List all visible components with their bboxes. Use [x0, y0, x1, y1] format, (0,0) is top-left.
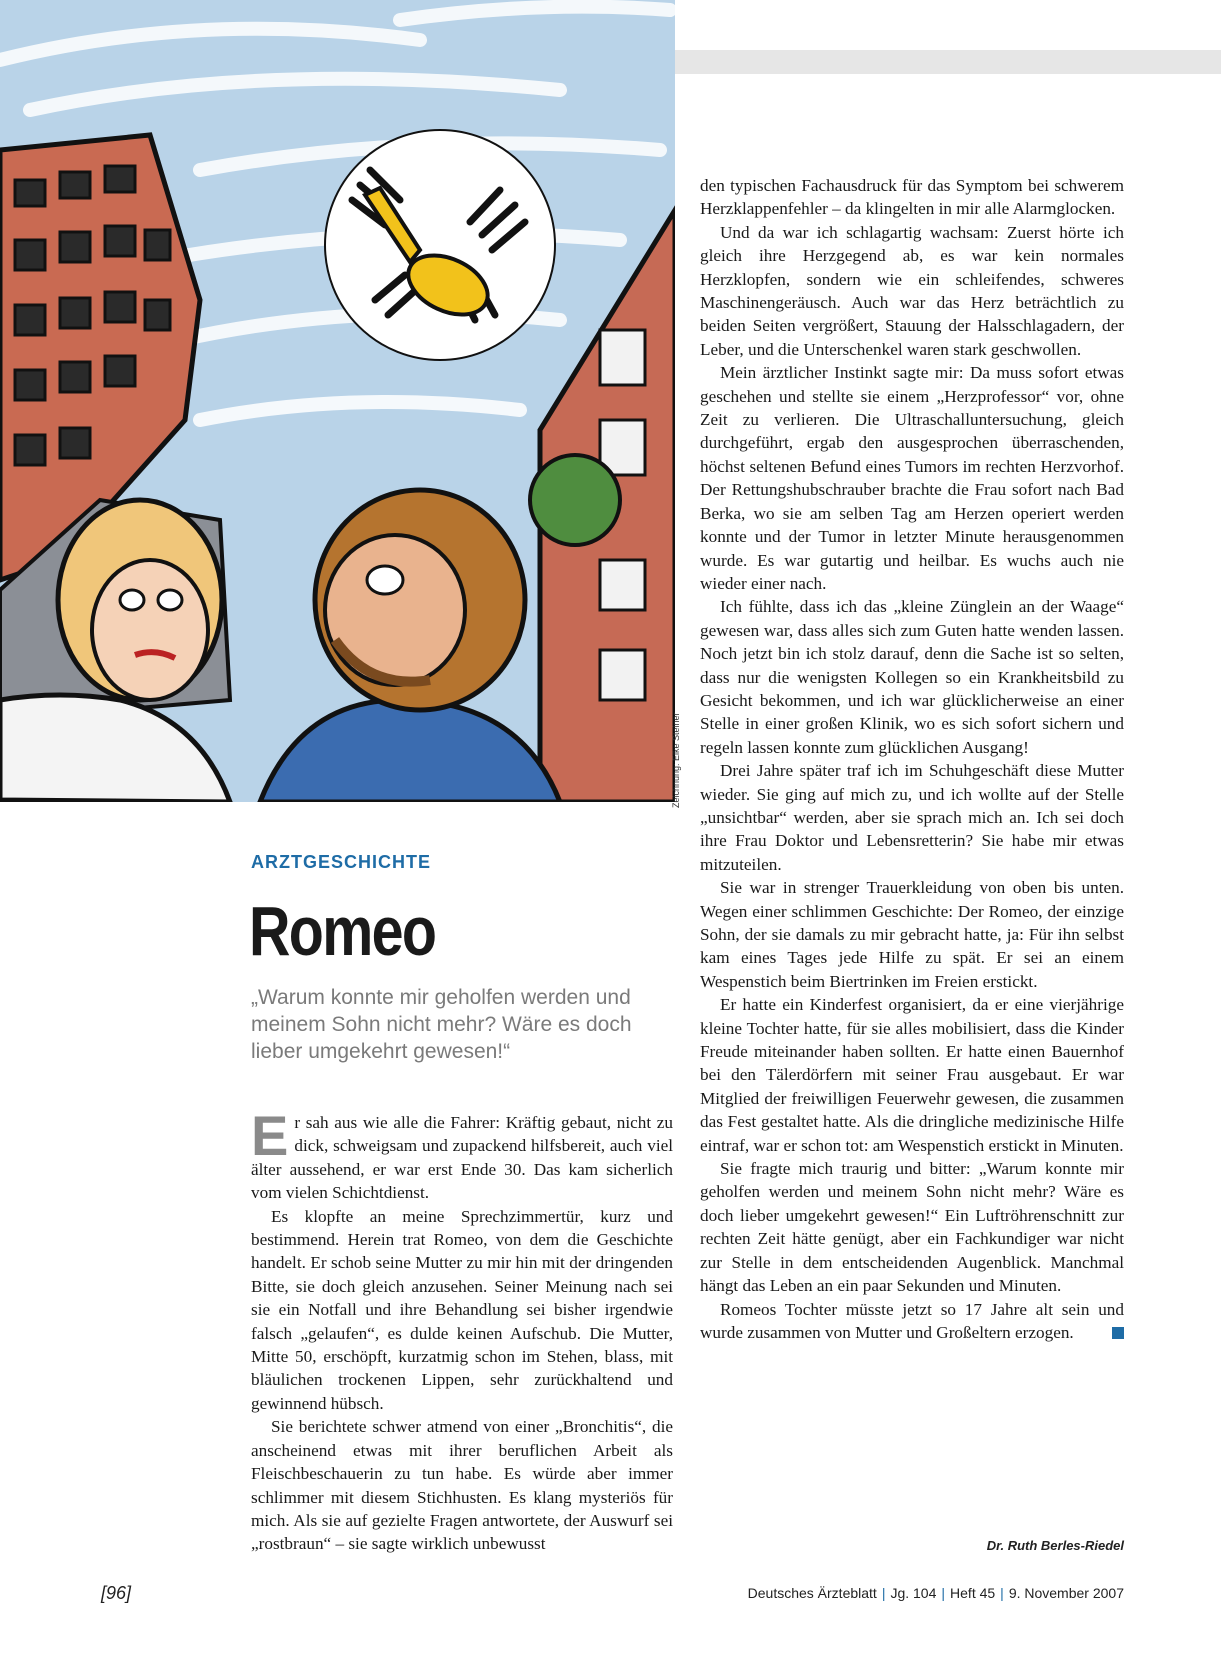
article-title: Romeo [249, 892, 436, 970]
paragraph: Und da war ich schlagartig wachsam: Zuerst hörte ich gleich ihre Herzgegend ab, es war kein normales Herzklopfen, sondern wie ein schleifendes, schweres Maschinengeräusch. Auch war das Herz beträchtlich zu beiden Seiten vergrößert, Stauung der Halsschlagadern, der Leber, und die Unterschenkel waren stark geschwollen. [700, 222, 1124, 359]
journal-name: Deutsches Ärzteblatt [747, 1585, 877, 1601]
drop-cap: E [251, 1104, 289, 1167]
paragraph-last: Romeos Tochter müsste jetzt so 17 Jahre alt sein und wurde zusammen von Mutter und Großeltern erzogen. [700, 1299, 1124, 1342]
paragraph: Ich fühlte, dass ich das „kleine Zünglein an der Waage“ gewesen war, dass alles sich zum Guten hatte wenden lassen. Noch jetzt bin ich stolz darauf, denn die Sache ist so selten, dass nur die wenigsten Kollegen so ein Krankheitsbild zu Gesicht bekommen, und ich war glücklicherweise an einer Stelle in einer großen Klinik, wo es sich sofort sichern und regeln lassen konnte zum glücklichen Ausgang! [700, 597, 1124, 757]
page-number: [96] [101, 1583, 132, 1603]
journal-issue: Heft 45 [950, 1585, 996, 1601]
journal-footer: Deutsches Ärzteblatt | Jg. 104 | Heft 45 | 9. November 2007 [747, 1585, 1124, 1601]
article-column-left [251, 1104, 673, 1556]
illustration [0, 0, 675, 802]
paragraph: Drei Jahre später traf ich im Schuhgeschäft diese Mutter wieder. Sie ging auf mich zu, und ich wollte auf der Stelle „unsichtbar“ werden, aber sie sprach mich an. Ich sei doch ihre Frau Doktor und Lebensretterin? Sie habe mir etwas mitzuteilen. [700, 761, 1124, 874]
paragraph: Er sah aus wie alle die Fahrer: Kräftig gebaut, nicht zu dick, schweigsam und zupackend hilfsbereit, auch viel älter aussehend, er war erst Ende 30. Das kam sicherlich vom vielen Schichtdienst. [251, 1104, 673, 1203]
journal-date: 9. November 2007 [1008, 1585, 1124, 1601]
journal-volume: Jg. 104 [890, 1585, 937, 1601]
header-bar [675, 50, 1221, 74]
article-kicker: ARZTGESCHICHTE [251, 852, 431, 872]
paragraph: Sie fragte mich traurig und bitter: „Warum konnte mir geholfen werden und meinem Sohn nicht mehr? Wäre es doch lieber umgekehrt gewesen!“ Ein Luftröhrenschnitt zur rechten Zeit hätte genügt, aber ein Fachkundiger war nicht zur Stelle in dem entscheidenden Augenblick. Manchmal hängt das Leben an ein paar Sekunden und Minuten. [700, 1159, 1124, 1296]
paragraph: den typischen Fachausdruck für das Symptom bei schwerem Herzklappenfehler – da klingelten in mir alle Alarmglocken. [700, 176, 1124, 219]
article-lead: „Warum konnte mir geholfen werden und meinem Sohn nicht mehr? Wäre es doch lieber umgekehrt gewesen!“ [251, 986, 632, 1063]
author-byline: Dr. Ruth Berles-Riedel [986, 1538, 1124, 1553]
illustration-credit: Zeichnung: Elke Steiner [671, 712, 681, 808]
paragraph: Er hatte ein Kinderfest organisiert, da er eine vierjährige kleine Tochter hatte, für sie alles mobilisiert, dass die Kinder Freude miteinander haben sollten. Er hatte einen Bauernhof bei den Tälerdörfern mit seiner Frau ausgebaut. Er war Mitglied der freiwilligen Feuerwehr gewesen, die zusammen das Fest gestaltet hatte. Als die dringliche medizinische Hilfe eintraf, war er schon tot: am Wespenstich erstickt in Minuten. [700, 995, 1124, 1155]
paragraph: Mein ärztlicher Instinkt sagte mir: Da muss sofort etwas geschehen und stellte sie einem „Herzprofessor“ vor, ohne Zeit zu verlieren. Die Ultraschalluntersuchung, gleich durchgeführt, ergab den ausgesprochen überraschenden, höchst seltenen Befund eines Tumors im rechten Herzvorhof. Der Rettungshubschrauber brachte die Frau sofort nach Bad Berka, wo sie am selben Tag am Herzen operiert werden konnte und der Tumor in letzter Minute herausgenommen wurde. Es war gutartig und heilbar. Es wuchs auch nie wieder einer nach. [700, 363, 1124, 593]
paragraph: Sie berichtete schwer atmend von einer „Bronchitis“, die anscheinend etwas mit ihrer beruflichen Arbeit als Fleischbeschauerin zu tun habe. Es würde aber immer schlimmer mit diesem Stichhusten. Es klang mysteriös für mich. Als sie auf gezielte Fragen antwortete, der Auswurf sei „rostbraun“ – sie sagte wirklich unbewusst [251, 1417, 673, 1554]
end-mark-icon [1112, 1327, 1124, 1339]
article-column-right [700, 174, 1124, 1344]
paragraph: Sie war in strenger Trauerkleidung von oben bis unten. Wegen einer schlimmen Geschichte: Der Romeo, der einzige Sohn, der sie damals zu mir gebracht hatte, ja: Für ihn selbst kam eines Tages jede Hilfe zu spät. Er sei an einem Wespenstich beim Biertrinken im Freien erstickt. [700, 878, 1124, 991]
paragraph: Es klopfte an meine Sprechzimmertür, kurz und bestimmend. Herein trat Romeo, von dem die Geschichte handelt. Er schob seine Mutter zu mir hin mit der dringenden Bitte, sie doch gleich anzusehen. Seiner Meinung nach sei sie ein Notfall und ihre Behandlung sei bisher irgendwie falsch „gelaufen“, es dulde keinen Aufschub. Die Mutter, Mitte 50, erschöpft, kurzatmig schon im Stehen, blass, mit bläulichen trockenen Lippen, sehr zurückhaltend und gewinnend hübsch. [251, 1206, 673, 1413]
